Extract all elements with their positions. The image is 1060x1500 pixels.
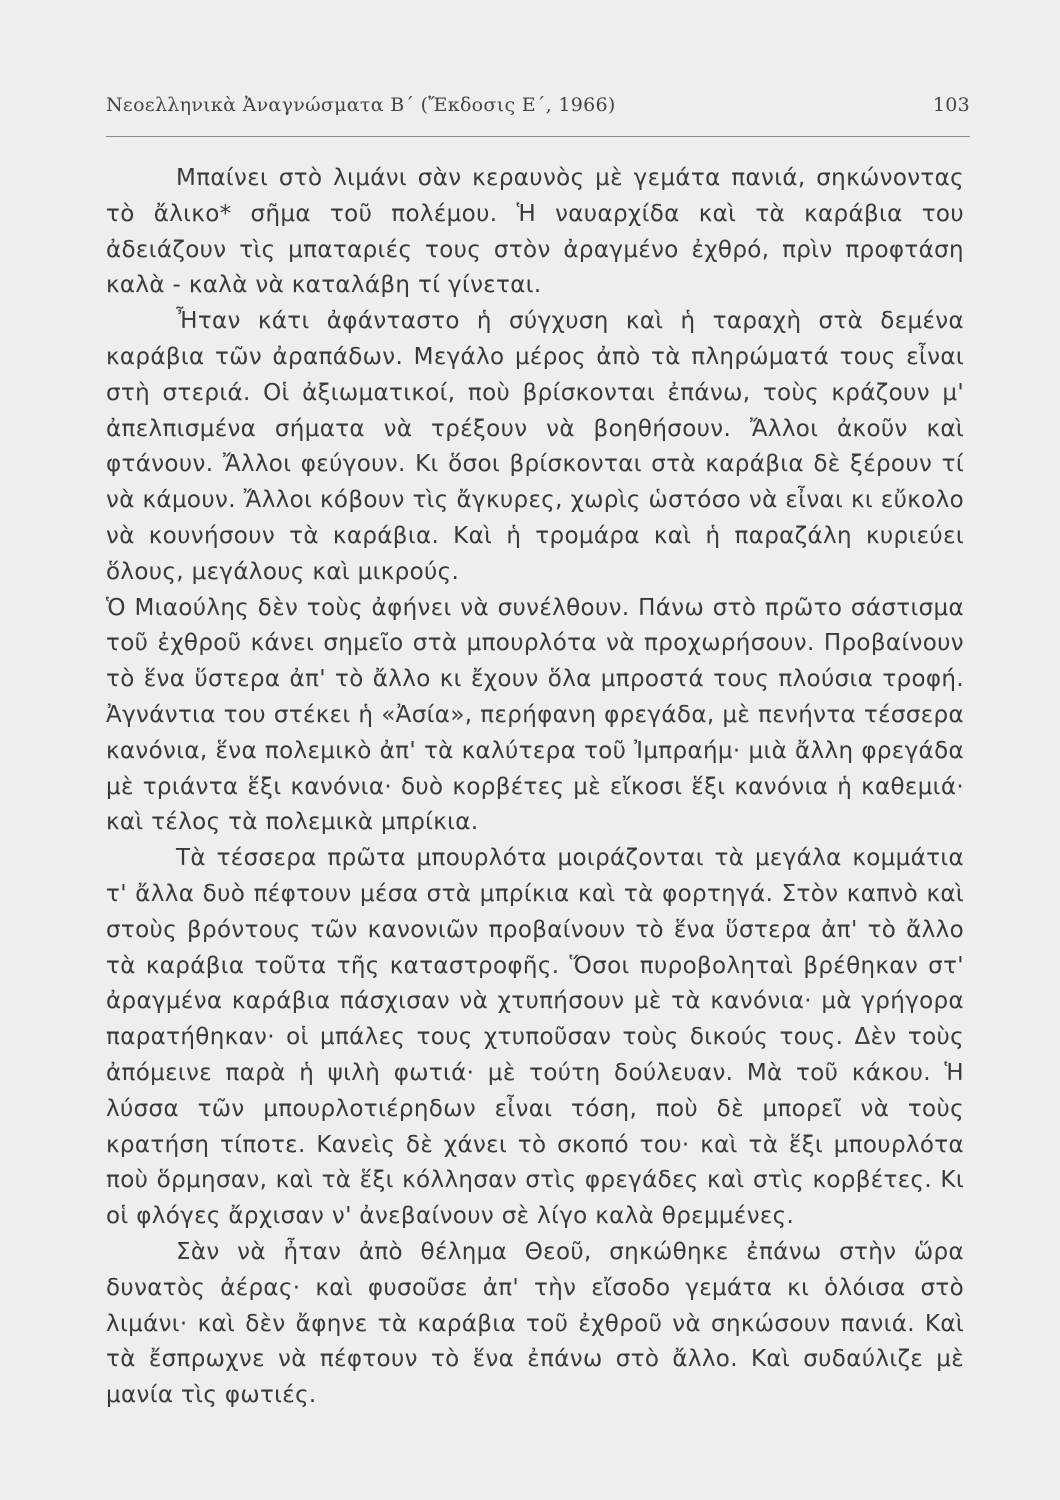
body-text: [106, 161, 964, 1414]
paragraph: Ἦταν κάτι ἀφάνταστο ἡ σύγχυση καὶ ἡ ταραχὴ στὰ δεμένα καράβια τῶν ἀραπάδων. Μεγάλο μέρος ἀπὸ τὰ πληρώματά τους εἶναι στὴ στεριά. Οἱ ἀξιωματικοί, ποὺ βρίσκονται ἐπάνω, τοὺς κράζουν μ' ἀπελπισμένα σήματα νὰ τρέξουν νὰ βοηθήσουν. Ἄλλοι ἀκοῦν καὶ φτάνουν. Ἄλλοι φεύγουν. Κι ὅσοι βρίσκονται στὰ καράβια δὲ ξέρουν τί νὰ κάμουν. Ἄλλοι κόβουν τὶς ἄγκυρες, χωρὶς ὡστόσο νὰ εἶναι κι εὔκολο νὰ κουνήσουν τὰ καράβια. Καὶ ἡ τρομάρα καὶ ἡ παραζάλη κυριεύει ὅλους, μεγάλους καὶ μικρούς.: [106, 308, 964, 585]
paragraph: Ὁ Μιαούλης δὲν τοὺς ἀφήνει νὰ συνέλθουν. Πάνω στὸ πρῶτο σάστισμα τοῦ ἐχθροῦ κάνει σημεῖο στὰ μπουρλότα νὰ προχωρήσουν. Προβαίνουν τὸ ἕνα ὕστερα ἀπ' τὸ ἄλλο κι ἔχουν ὅλα μπροστά τους πλούσια τροφή. Ἀγνάντια του στέκει ἡ «Ἀσία», περήφανη φρεγάδα, μὲ πενήντα τέσσερα κανόνια, ἕνα πολεμικὸ ἀπ' τὰ καλύτερα τοῦ Ἰμπραήμ· μιὰ ἄλλη φρεγάδα μὲ τριάντα ἕξι κανόνια· δυὸ κορβέτες μὲ εἴκοσι ἕξι κανόνια ἡ καθεμιά· καὶ τέλος τὰ πολεμικὰ μπρίκια.: [106, 594, 964, 836]
running-title: Νεοελληνικὰ Ἀναγνώσματα Β΄ (Ἔκδοσις Ε΄, 1966): [106, 94, 616, 116]
paragraph: Μπαίνει στὸ λιμάνι σὰν κεραυνὸς μὲ γεμάτα πανιά, σηκώνοντας τὸ ἄλικο* σῆμα τοῦ πολέμου. Ἡ ναυαρχίδα καὶ τὰ καράβια του ἀδειάζουν τὶς μπαταριές τους στὸν ἀραγμένο ἐχθρό, πρὶν προφτάση καλὰ - καλὰ νὰ καταλάβη τί γίνεται.: [106, 165, 964, 299]
paragraph: Σὰν νὰ ἦταν ἀπὸ θέλημα Θεοῦ, σηκώθηκε ἐπάνω στὴν ὥρα δυνατὸς ἀέρας· καὶ φυσοῦσε ἀπ' τὴν εἴσοδο γεμάτα κι ὁλόισα στὸ λιμάνι· καὶ δὲν ἄφηνε τὰ καράβια τοῦ ἐχθροῦ νὰ σηκώσουν πανιά. Καὶ τὰ ἔσπρωχνε νὰ πέφτουν τὸ ἕνα ἐπάνω στὸ ἄλλο. Καὶ συδαύλιζε μὲ μανία τὶς φωτιές.: [106, 1238, 964, 1409]
page-number: 103: [932, 94, 970, 116]
paragraph: Τὰ τέσσερα πρῶτα μπουρλότα μοιράζονται τὰ μεγάλα κομμάτια τ' ἄλλα δυὸ πέφτουν μέσα στὰ μπρίκια καὶ τὰ φορτηγά. Στὸν καπνὸ καὶ στοὺς βρόντους τῶν κανονιῶν προβαίνουν τὸ ἕνα ὕστερα ἀπ' τὸ ἄλλο τὰ καράβια τοῦτα τῆς καταστροφῆς. Ὅσοι πυροβοληταὶ βρέθηκαν στ' ἀραγμένα καράβια πάσχισαν νὰ χτυπήσουν μὲ τὰ κανόνια· μὰ γρήγορα παρατήθηκαν· οἱ μπάλες τους χτυποῦσαν τοὺς δικούς τους. Δὲν τοὺς ἀπόμεινε παρὰ ἡ ψιλὴ φωτιά· μὲ τούτη δούλευαν. Μὰ τοῦ κάκου. Ἡ λύσσα τῶν μπουρλοτιέρηδων εἶναι τόση, ποὺ δὲ μπορεῖ νὰ τοὺς κρατήση τίποτε. Κανεὶς δὲ χάνει τὸ σκοπό του· καὶ τὰ ἕξι μπουρλότα ποὺ ὅρμησαν, καὶ τὰ ἕξι κόλλησαν στὶς φρεγάδες καὶ στὶς κορβέτες. Κι οἱ φλόγες ἄρχισαν ν' ἀνεβαίνουν σὲ λίγο καλὰ θρεμμένες.: [106, 845, 964, 1230]
running-header: [106, 94, 970, 137]
